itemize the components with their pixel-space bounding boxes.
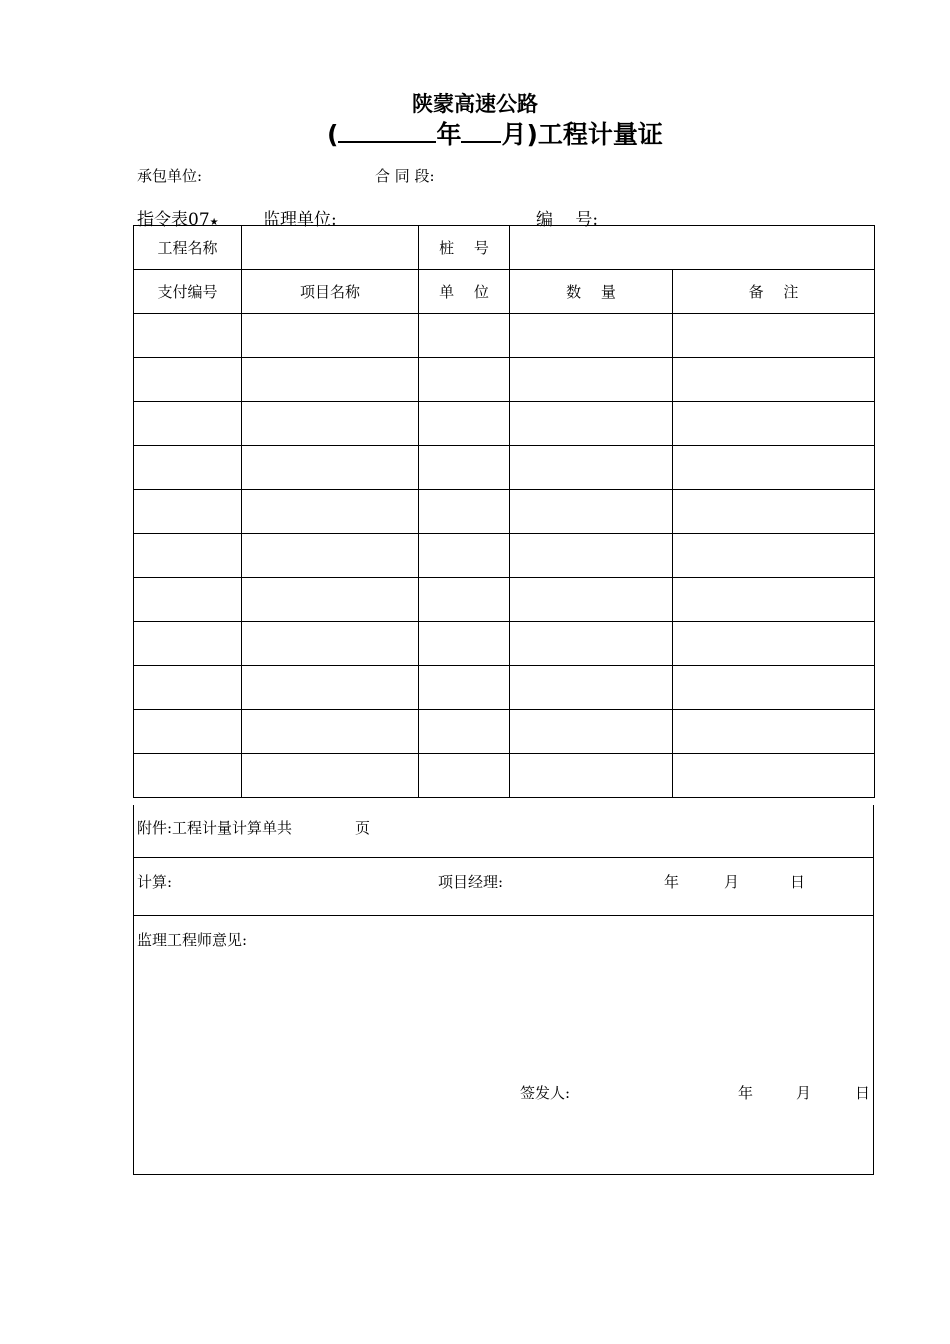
item-name-cell[interactable] bbox=[242, 754, 419, 798]
project-manager-label: 项目经理: bbox=[438, 873, 504, 891]
station-label: 桩 号 bbox=[419, 226, 510, 270]
station-value[interactable] bbox=[510, 226, 875, 270]
payment-no-cell[interactable] bbox=[134, 710, 242, 754]
quantity-cell[interactable] bbox=[510, 754, 673, 798]
remarks-cell[interactable] bbox=[673, 578, 875, 622]
measurement-table bbox=[133, 225, 875, 798]
attachment-row bbox=[133, 805, 874, 858]
item-name-cell[interactable] bbox=[242, 490, 419, 534]
table-row bbox=[134, 490, 875, 534]
remarks-cell[interactable] bbox=[673, 710, 875, 754]
unit-cell[interactable] bbox=[419, 446, 510, 490]
star-icon: ★ bbox=[209, 217, 219, 228]
table-row bbox=[134, 710, 875, 754]
subtitle-month-title: 月)工程计量证 bbox=[501, 120, 663, 149]
payment-no-cell[interactable] bbox=[134, 358, 242, 402]
table-row bbox=[134, 754, 875, 798]
table-row bbox=[134, 578, 875, 622]
project-info-row bbox=[134, 226, 875, 270]
number-label: 编 号: bbox=[536, 210, 599, 230]
item-name-cell[interactable] bbox=[242, 710, 419, 754]
item-name-cell[interactable] bbox=[242, 446, 419, 490]
remarks-cell[interactable] bbox=[673, 754, 875, 798]
table-row bbox=[134, 358, 875, 402]
table-row bbox=[134, 534, 875, 578]
payment-no-cell[interactable] bbox=[134, 490, 242, 534]
remarks-cell[interactable] bbox=[673, 446, 875, 490]
quantity-cell[interactable] bbox=[510, 622, 673, 666]
payment-no-cell[interactable] bbox=[134, 754, 242, 798]
table-row bbox=[134, 666, 875, 710]
unit-cell[interactable] bbox=[419, 710, 510, 754]
payment-no-cell[interactable] bbox=[134, 402, 242, 446]
calc-year: 年 bbox=[664, 873, 680, 891]
item-name-cell[interactable] bbox=[242, 666, 419, 710]
document-title: 陕蒙高速公路 bbox=[412, 92, 538, 116]
unit-cell[interactable] bbox=[419, 402, 510, 446]
remarks-cell[interactable] bbox=[673, 490, 875, 534]
unit-cell[interactable] bbox=[419, 314, 510, 358]
attachment-pages: 页 bbox=[355, 819, 371, 837]
contract-section-label: 合 同 段: bbox=[375, 167, 435, 185]
payment-no-cell[interactable] bbox=[134, 534, 242, 578]
quantity-cell[interactable] bbox=[510, 358, 673, 402]
col-header-quantity: 数 量 bbox=[510, 270, 673, 314]
unit-cell[interactable] bbox=[419, 578, 510, 622]
opinion-year: 年 bbox=[738, 1084, 754, 1102]
engineer-opinion-label: 监理工程师意见: bbox=[137, 931, 248, 949]
unit-cell[interactable] bbox=[419, 754, 510, 798]
engineer-opinion-section bbox=[133, 916, 874, 1175]
payment-no-cell[interactable] bbox=[134, 666, 242, 710]
payment-no-cell[interactable] bbox=[134, 578, 242, 622]
quantity-cell[interactable] bbox=[510, 490, 673, 534]
item-name-cell[interactable] bbox=[242, 534, 419, 578]
attachment-text: 附件:工程计量计算单共 bbox=[137, 819, 293, 837]
project-name-label: 工程名称 bbox=[134, 226, 242, 270]
remarks-cell[interactable] bbox=[673, 358, 875, 402]
item-name-cell[interactable] bbox=[242, 314, 419, 358]
unit-cell[interactable] bbox=[419, 666, 510, 710]
form-code-text: 指令表07 bbox=[137, 210, 210, 230]
remarks-cell[interactable] bbox=[673, 402, 875, 446]
opinion-day: 日 bbox=[855, 1084, 871, 1102]
quantity-cell[interactable] bbox=[510, 710, 673, 754]
quantity-cell[interactable] bbox=[510, 534, 673, 578]
table-row bbox=[134, 402, 875, 446]
opinion-month: 月 bbox=[796, 1084, 812, 1102]
signer-label: 签发人: bbox=[520, 1084, 571, 1102]
table-row bbox=[134, 314, 875, 358]
quantity-cell[interactable] bbox=[510, 578, 673, 622]
calc-month: 月 bbox=[724, 873, 740, 891]
month-blank bbox=[461, 121, 501, 143]
remarks-cell[interactable] bbox=[673, 622, 875, 666]
remarks-cell[interactable] bbox=[673, 314, 875, 358]
subtitle-year: 年 bbox=[436, 120, 462, 149]
calc-day: 日 bbox=[790, 873, 806, 891]
unit-cell[interactable] bbox=[419, 490, 510, 534]
payment-no-cell[interactable] bbox=[134, 314, 242, 358]
payment-no-cell[interactable] bbox=[134, 622, 242, 666]
col-header-payment-no: 支付编号 bbox=[134, 270, 242, 314]
column-header-row bbox=[134, 270, 875, 314]
subtitle-open-paren: ( bbox=[327, 120, 339, 149]
quantity-cell[interactable] bbox=[510, 314, 673, 358]
remarks-cell[interactable] bbox=[673, 666, 875, 710]
unit-cell[interactable] bbox=[419, 534, 510, 578]
item-name-cell[interactable] bbox=[242, 622, 419, 666]
year-blank bbox=[338, 121, 436, 143]
col-header-item-name: 项目名称 bbox=[242, 270, 419, 314]
item-name-cell[interactable] bbox=[242, 578, 419, 622]
document-subtitle bbox=[327, 115, 663, 151]
remarks-cell[interactable] bbox=[673, 534, 875, 578]
col-header-unit: 单 位 bbox=[419, 270, 510, 314]
payment-no-cell[interactable] bbox=[134, 446, 242, 490]
table-row bbox=[134, 446, 875, 490]
quantity-cell[interactable] bbox=[510, 402, 673, 446]
item-name-cell[interactable] bbox=[242, 358, 419, 402]
unit-cell[interactable] bbox=[419, 358, 510, 402]
quantity-cell[interactable] bbox=[510, 666, 673, 710]
item-name-cell[interactable] bbox=[242, 402, 419, 446]
supervisor-label: 监理单位: bbox=[263, 210, 337, 230]
col-header-remarks: 备 注 bbox=[673, 270, 875, 314]
table-row bbox=[134, 622, 875, 666]
contractor-label: 承包单位: bbox=[137, 167, 203, 185]
calc-label: 计算: bbox=[137, 873, 173, 891]
project-name-value[interactable] bbox=[242, 226, 419, 270]
quantity-cell[interactable] bbox=[510, 446, 673, 490]
calculation-row bbox=[133, 858, 874, 916]
unit-cell[interactable] bbox=[419, 622, 510, 666]
